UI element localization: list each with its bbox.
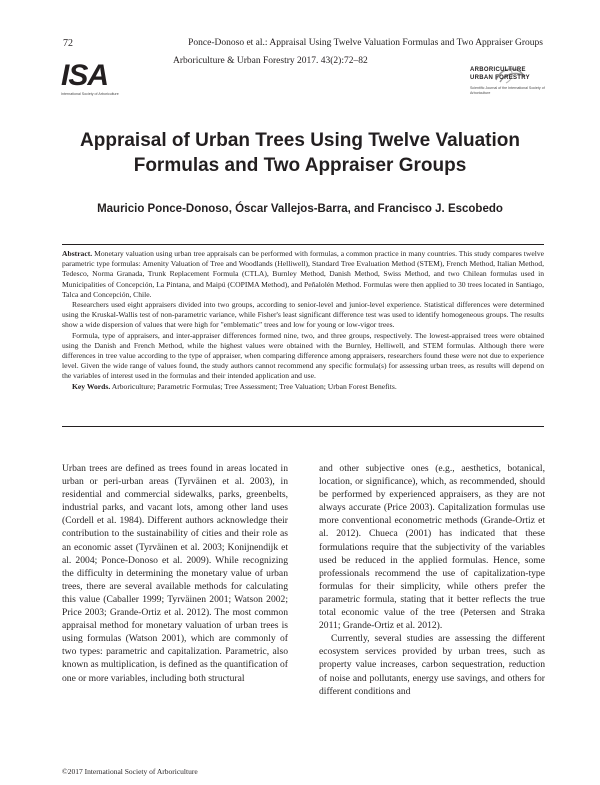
keywords-text: Arboriculture; Parametric Formulas; Tree Assessment; Tree Valuation; Urban Forest Benefits. [111,381,397,391]
running-head: Ponce-Donoso et al.: Appraisal Using Twelve Valuation Formulas and Two Appraiser Groups [188,38,543,48]
copyright-notice: ©2017 International Society of Arboriculture [62,767,198,776]
body-column-right [319,462,545,698]
article-authors: Mauricio Ponce-Donoso, Óscar Vallejos-Barra, and Francisco J. Escobedo [97,203,503,215]
page-number: 72 [63,38,73,49]
body-paragraph: Currently, several studies are assessing the different ecosystem services provided by urban trees, such as property value increases, carbon sequestration, reduction of noise and pollutants, energy use savings, and others for different conditions and [319,633,545,697]
body-column-left [62,462,288,685]
abstract-bottom-rule [62,426,544,427]
abstract-paragraph [62,249,544,300]
abstract-top-rule [62,244,544,245]
abstract-paragraph: Researchers used eight appraisers divided into two groups, according to senior-level and junior-level experience. Statistical differences were determined using the Kruskal-Wallis test of non-parametric variance, while Fisher's least significant difference test was used to identify homogeneous groups. The results show a wide dispersion of values that were high for "emblematic" trees and low for young or low-vigor trees. [62,300,544,330]
journal-logo-line1: ARBORICULTURE [470,67,526,73]
journal-citation: Arboriculture & Urban Forestry 2017. 43(2):72–82 [173,56,368,66]
keywords-label: Key Words. [72,381,111,391]
abstract-text: Monetary valuation using urban tree appraisals can be performed with formulas, a common practice in many countries. This study compares twelve parametric type formulas: Amenity Valuation of Tree and Woodlands (Helliwell), Standard Tree Evaluation Method (STEM), French Method, Italian Method, Tedesco, Norma Granada, Trunk Replacement Formula (CTLA), Burnley Method, Danish Method, Swiss Method, and two Chilean formulas used in Municipalities of Concepción, La Pintana, and Maipú (COPIMA Method), and Peñalolén Method. Formulas were then applied to 30 trees located in Santiago, Talca and Concepción, Chile. [62,249,544,299]
abstract-paragraph: Formula, type of appraisers, and inter-appraiser differences formed nine, two, and three groups, respectively. The lowest-appraised trees were obtained using the Danish and French Method, while the highest values were obtained with the Burnley, Helliwell, and STEM formulas. Although there were differences in tree value according to the type of appraiser, when comparing difference among appraisers, researchers found these were not due to experience level. Given the wide range of values found, the study authors cannot recommend any specific formula(s) for assessing urban trees, as results will depend on the variables of interest used in the formulas and their intended application and use. [62,330,544,381]
body-paragraph: and other subjective ones (e.g., aesthetics, botanical, location, or significance), which, as recommended, should be performed by experienced appraisers, as they are not always accurate (Price 2003). Capitalization formulas use more conventional econometric methods (Grande-Ortiz et al. 2012). Chueca (2001) has indicated that these formulations require that the subjectivity of the variables used be reduced in the applied formulas. Hence, some professionals recommend the use of capitalization-type formulas for their simplicity, while others prefer the parametric formula, stating that it better reflects the true total economic value of the tree (Petersen and Straka 2011; Grande-Ortiz et al. 2012). [319,463,545,632]
abstract-label: Abstract. [62,249,93,258]
keywords-paragraph [62,382,544,392]
isa-logo [61,60,125,104]
article-title: Appraisal of Urban Trees Using Twelve Valuation Formulas and Two Appraiser Groups [80,130,520,176]
isa-logo-tagline: International Society of Arboriculture [61,92,119,96]
abstract [62,249,544,392]
body-paragraph: Urban trees are defined as trees found in areas located in urban or peri-urban areas (Tyrväinen et al. 2003), in residential and commercial sidewalks, parks, greenbelts, industrial parks, and vacant lots, among other land uses (Cordell et al. 1984). Different authors acknowledge their contribution to the sustainability of cities and their role as an economic asset (Tyrväinen et al. 2003; Konijnendijk et al. 2004; Ponce-Donoso et al. 2009). While recognizing the difficulty in determining the monetary value of urban trees, there are several available methods for calculating this value (Caballer 1999; Tyrväinen 2001; Watson 2002; Price 2003; Grande-Ortiz et al. 2012). The most common appraisal method for monetary valuation of urban trees is using formulas (Watson 2001), which are commonly of two types: parametric and capitalization. Parametric, also known as multiplication, is defined as the quantification of one or more variables, including both structural [62,463,288,684]
journal-logo [470,66,550,114]
journal-logo-line2: URBAN FORESTRY [470,75,530,81]
journal-logo-tagline: Scientific Journal of the International Society of Arboriculture [470,86,545,95]
isa-logo-letters: ISA [61,59,109,92]
